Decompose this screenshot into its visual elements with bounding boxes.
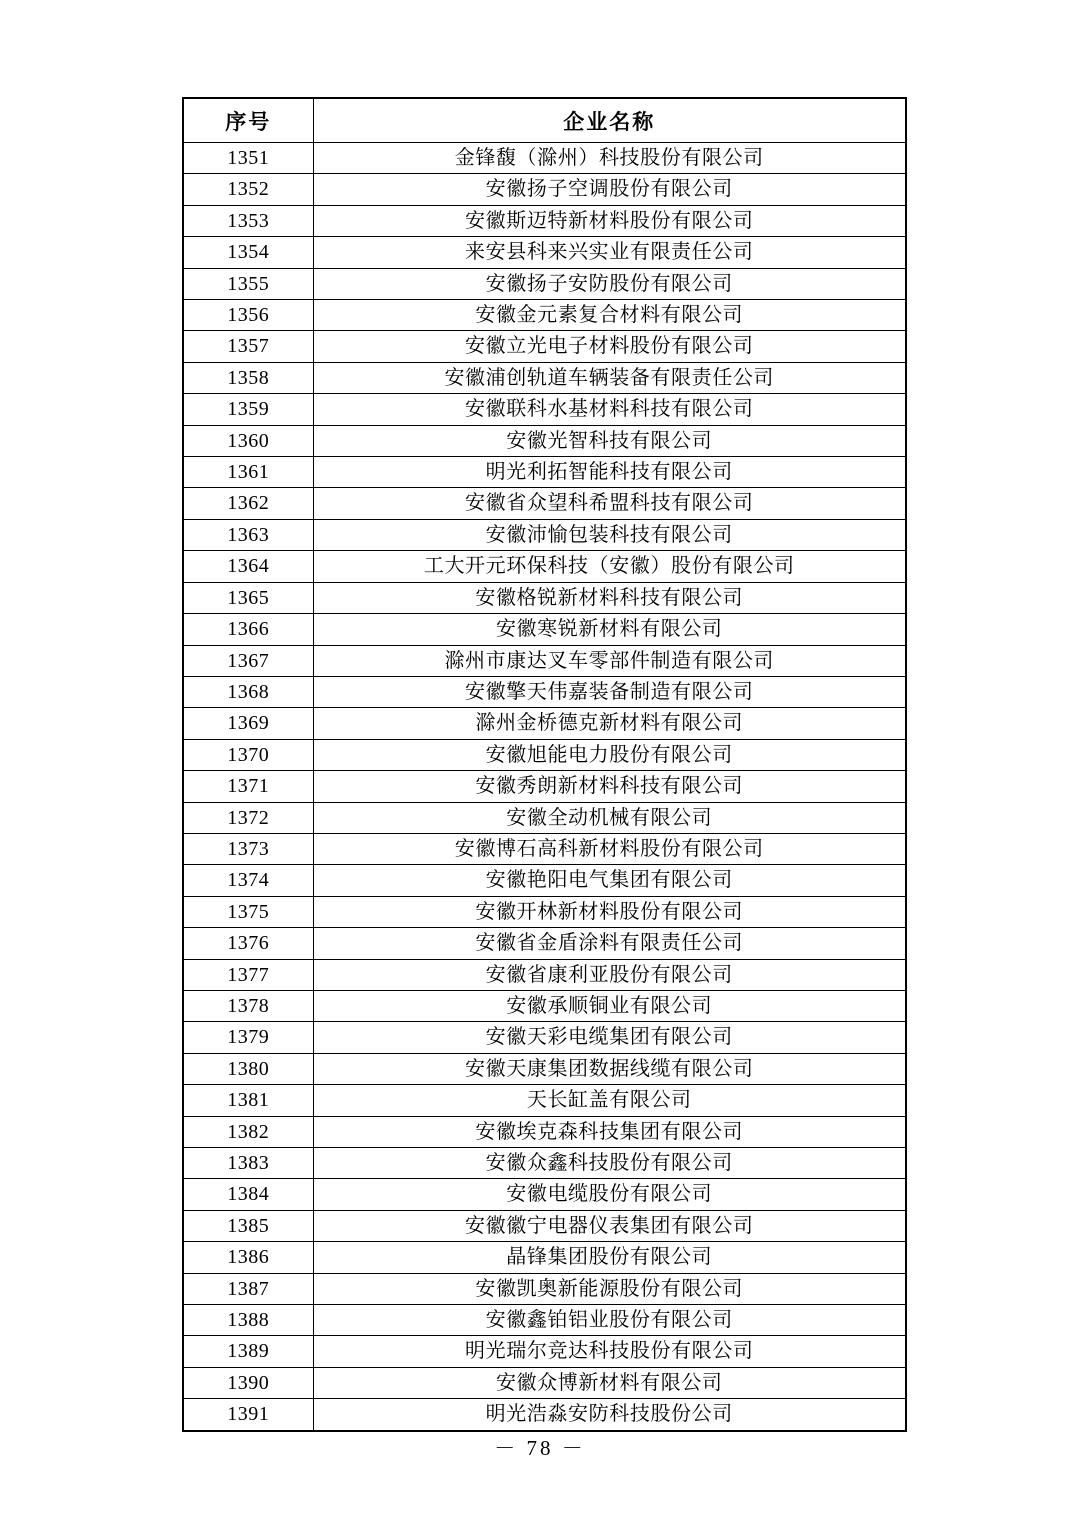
table-header-row bbox=[183, 98, 906, 143]
cell-index: 1351 bbox=[183, 143, 313, 174]
cell-index: 1367 bbox=[183, 645, 313, 676]
cell-enterprise-name: 安徽金元素复合材料有限公司 bbox=[313, 300, 906, 331]
cell-enterprise-name: 安徽寒锐新材料有限公司 bbox=[313, 614, 906, 645]
table-body bbox=[183, 143, 906, 1431]
cell-enterprise-name: 安徽省康利亚股份有限公司 bbox=[313, 959, 906, 990]
cell-enterprise-name: 安徽天康集团数据线缆有限公司 bbox=[313, 1053, 906, 1084]
table-row bbox=[183, 896, 906, 927]
cell-index: 1384 bbox=[183, 1179, 313, 1210]
cell-index: 1388 bbox=[183, 1305, 313, 1336]
table-row bbox=[183, 928, 906, 959]
cell-index: 1364 bbox=[183, 551, 313, 582]
cell-enterprise-name: 金锋馥（滁州）科技股份有限公司 bbox=[313, 143, 906, 174]
cell-index: 1362 bbox=[183, 488, 313, 519]
table-row bbox=[183, 1367, 906, 1398]
cell-index: 1371 bbox=[183, 771, 313, 802]
cell-index: 1355 bbox=[183, 268, 313, 299]
cell-index: 1357 bbox=[183, 331, 313, 362]
cell-enterprise-name: 工大开元环保科技（安徽）股份有限公司 bbox=[313, 551, 906, 582]
table-row bbox=[183, 771, 906, 802]
table-row bbox=[183, 739, 906, 770]
cell-index: 1382 bbox=[183, 1116, 313, 1147]
cell-index: 1378 bbox=[183, 990, 313, 1021]
table-row bbox=[183, 1022, 906, 1053]
cell-enterprise-name: 安徽全动机械有限公司 bbox=[313, 802, 906, 833]
cell-index: 1359 bbox=[183, 394, 313, 425]
cell-enterprise-name: 安徽埃克森科技集团有限公司 bbox=[313, 1116, 906, 1147]
table-row bbox=[183, 959, 906, 990]
table-row bbox=[183, 645, 906, 676]
cell-index: 1372 bbox=[183, 802, 313, 833]
table-row bbox=[183, 425, 906, 456]
cell-enterprise-name: 安徽承顺铜业有限公司 bbox=[313, 990, 906, 1021]
cell-enterprise-name: 安徽秀朗新材料科技有限公司 bbox=[313, 771, 906, 802]
cell-enterprise-name: 安徽沛愉包装科技有限公司 bbox=[313, 519, 906, 550]
table-row bbox=[183, 1242, 906, 1273]
enterprise-list-table bbox=[182, 97, 907, 1432]
table-row bbox=[183, 990, 906, 1021]
cell-index: 1377 bbox=[183, 959, 313, 990]
cell-index: 1376 bbox=[183, 928, 313, 959]
enterprise-table-container bbox=[182, 97, 905, 1432]
cell-enterprise-name: 安徽光智科技有限公司 bbox=[313, 425, 906, 456]
cell-enterprise-name: 安徽旭能电力股份有限公司 bbox=[313, 739, 906, 770]
cell-enterprise-name: 安徽格锐新材料科技有限公司 bbox=[313, 582, 906, 613]
table-row bbox=[183, 1210, 906, 1241]
cell-enterprise-name: 明光浩淼安防科技股份公司 bbox=[313, 1399, 906, 1431]
cell-index: 1365 bbox=[183, 582, 313, 613]
cell-index: 1370 bbox=[183, 739, 313, 770]
cell-enterprise-name: 晶锋集团股份有限公司 bbox=[313, 1242, 906, 1273]
cell-enterprise-name: 安徽博石高科新材料股份有限公司 bbox=[313, 833, 906, 864]
cell-index: 1389 bbox=[183, 1336, 313, 1367]
table-row bbox=[183, 268, 906, 299]
cell-index: 1358 bbox=[183, 362, 313, 393]
cell-enterprise-name: 安徽众博新材料有限公司 bbox=[313, 1367, 906, 1398]
table-row bbox=[183, 802, 906, 833]
cell-enterprise-name: 来安县科来兴实业有限责任公司 bbox=[313, 237, 906, 268]
table-row bbox=[183, 237, 906, 268]
cell-enterprise-name: 安徽众鑫科技股份有限公司 bbox=[313, 1148, 906, 1179]
table-row bbox=[183, 1148, 906, 1179]
cell-index: 1379 bbox=[183, 1022, 313, 1053]
table-row bbox=[183, 519, 906, 550]
cell-index: 1363 bbox=[183, 519, 313, 550]
table-row bbox=[183, 582, 906, 613]
table-row bbox=[183, 331, 906, 362]
cell-index: 1353 bbox=[183, 205, 313, 236]
cell-index: 1380 bbox=[183, 1053, 313, 1084]
cell-enterprise-name: 滁州市康达叉车零部件制造有限公司 bbox=[313, 645, 906, 676]
cell-index: 1390 bbox=[183, 1367, 313, 1398]
table-row bbox=[183, 205, 906, 236]
cell-index: 1381 bbox=[183, 1085, 313, 1116]
table-row bbox=[183, 833, 906, 864]
table-row bbox=[183, 488, 906, 519]
table-row bbox=[183, 362, 906, 393]
cell-index: 1387 bbox=[183, 1273, 313, 1304]
cell-enterprise-name: 安徽斯迈特新材料股份有限公司 bbox=[313, 205, 906, 236]
table-row bbox=[183, 1336, 906, 1367]
table-row bbox=[183, 1179, 906, 1210]
table-row bbox=[183, 676, 906, 707]
cell-enterprise-name: 明光利拓智能科技有限公司 bbox=[313, 457, 906, 488]
table-row bbox=[183, 614, 906, 645]
cell-enterprise-name: 安徽省众望科希盟科技有限公司 bbox=[313, 488, 906, 519]
cell-index: 1386 bbox=[183, 1242, 313, 1273]
cell-index: 1368 bbox=[183, 676, 313, 707]
cell-enterprise-name: 安徽扬子空调股份有限公司 bbox=[313, 174, 906, 205]
cell-enterprise-name: 天长缸盖有限公司 bbox=[313, 1085, 906, 1116]
cell-enterprise-name: 安徽立光电子材料股份有限公司 bbox=[313, 331, 906, 362]
table-row bbox=[183, 1305, 906, 1336]
cell-enterprise-name: 明光瑞尔竞达科技股份有限公司 bbox=[313, 1336, 906, 1367]
cell-index: 1385 bbox=[183, 1210, 313, 1241]
cell-enterprise-name: 安徽开林新材料股份有限公司 bbox=[313, 896, 906, 927]
table-row bbox=[183, 457, 906, 488]
cell-index: 1391 bbox=[183, 1399, 313, 1431]
cell-index: 1373 bbox=[183, 833, 313, 864]
cell-index: 1354 bbox=[183, 237, 313, 268]
table-row bbox=[183, 865, 906, 896]
cell-enterprise-name: 安徽省金盾涂料有限责任公司 bbox=[313, 928, 906, 959]
cell-enterprise-name: 滁州金桥德克新材料有限公司 bbox=[313, 708, 906, 739]
cell-enterprise-name: 安徽扬子安防股份有限公司 bbox=[313, 268, 906, 299]
cell-enterprise-name: 安徽凯奥新能源股份有限公司 bbox=[313, 1273, 906, 1304]
cell-index: 1356 bbox=[183, 300, 313, 331]
cell-enterprise-name: 安徽电缆股份有限公司 bbox=[313, 1179, 906, 1210]
table-row bbox=[183, 300, 906, 331]
cell-index: 1383 bbox=[183, 1148, 313, 1179]
table-row bbox=[183, 1399, 906, 1431]
cell-enterprise-name: 安徽联科水基材料科技有限公司 bbox=[313, 394, 906, 425]
cell-index: 1366 bbox=[183, 614, 313, 645]
cell-index: 1361 bbox=[183, 457, 313, 488]
cell-index: 1360 bbox=[183, 425, 313, 456]
page-number-footer: － 78 － bbox=[494, 1436, 586, 1460]
table-row bbox=[183, 1053, 906, 1084]
cell-index: 1374 bbox=[183, 865, 313, 896]
cell-enterprise-name: 安徽艳阳电气集团有限公司 bbox=[313, 865, 906, 896]
table-header bbox=[183, 98, 906, 143]
table-row bbox=[183, 1085, 906, 1116]
cell-enterprise-name: 安徽徽宁电器仪表集团有限公司 bbox=[313, 1210, 906, 1241]
table-row bbox=[183, 174, 906, 205]
table-row bbox=[183, 1273, 906, 1304]
table-row bbox=[183, 143, 906, 174]
cell-enterprise-name: 安徽擎天伟嘉装备制造有限公司 bbox=[313, 676, 906, 707]
cell-index: 1352 bbox=[183, 174, 313, 205]
cell-index: 1369 bbox=[183, 708, 313, 739]
column-header-index: 序号 bbox=[183, 98, 313, 143]
cell-enterprise-name: 安徽鑫铂铝业股份有限公司 bbox=[313, 1305, 906, 1336]
table-row bbox=[183, 1116, 906, 1147]
cell-enterprise-name: 安徽浦创轨道车辆装备有限责任公司 bbox=[313, 362, 906, 393]
cell-index: 1375 bbox=[183, 896, 313, 927]
table-row bbox=[183, 551, 906, 582]
table-row bbox=[183, 708, 906, 739]
column-header-enterprise-name: 企业名称 bbox=[313, 98, 906, 143]
table-row bbox=[183, 394, 906, 425]
cell-enterprise-name: 安徽天彩电缆集团有限公司 bbox=[313, 1022, 906, 1053]
